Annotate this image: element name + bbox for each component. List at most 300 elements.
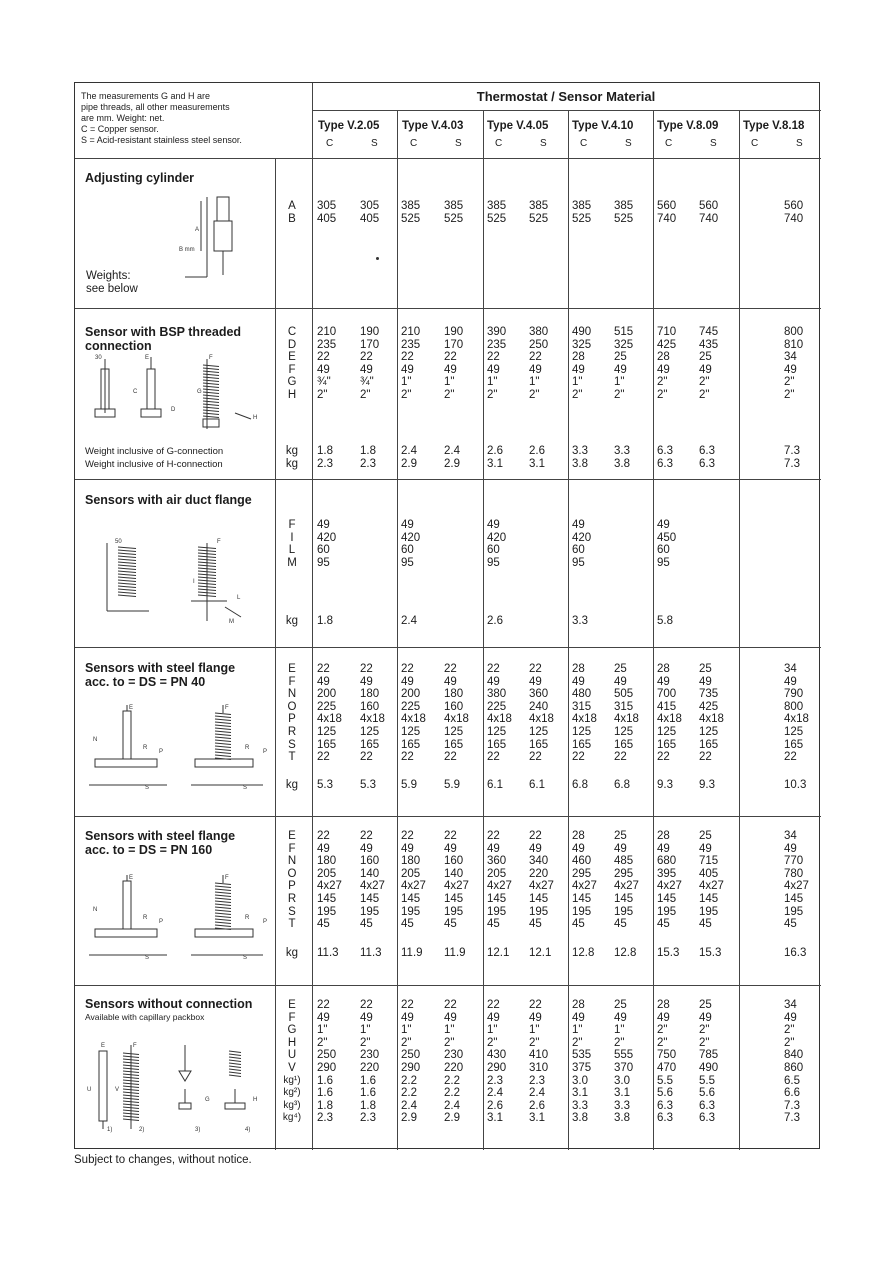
value-cell: 4x18 — [572, 713, 597, 726]
value-column — [487, 663, 512, 764]
value-column — [401, 663, 426, 764]
section-title-line: connection — [85, 339, 152, 353]
bsp-threaded-drawing — [85, 353, 275, 433]
value-cell: 145 — [572, 892, 592, 905]
value-cell: 470 — [657, 1061, 677, 1074]
value-cell: 525 — [614, 212, 634, 225]
footer-note: Subject to changes, without notice. — [74, 1154, 252, 1166]
value-cell: 4x18 — [360, 713, 385, 726]
value-cell: 205 — [487, 867, 507, 880]
dimension-letter: kg³) — [283, 1099, 301, 1111]
weight-cell: 5.3 — [360, 779, 376, 791]
dimension-letter: D — [287, 338, 297, 351]
diagram-label: 1) — [107, 1127, 113, 1133]
value-cell: 145 — [614, 892, 634, 905]
value-cell: 49 — [529, 363, 542, 376]
value-cell: 2" — [317, 1036, 328, 1049]
value-cell: 145 — [699, 892, 719, 905]
value-column — [784, 200, 803, 225]
value-cell: 45 — [487, 918, 500, 931]
diagram-label: V — [115, 1087, 120, 1093]
weight-column — [487, 445, 503, 470]
value-cell: 315 — [614, 700, 634, 713]
value-cell: 2" — [657, 388, 668, 401]
value-cell: 49 — [784, 842, 797, 855]
diagram-label: 3) — [195, 1127, 201, 1133]
value-cell: 28 — [657, 351, 670, 364]
diagram-label: F — [209, 355, 213, 361]
value-column — [360, 326, 379, 402]
value-cell: 4x18 — [401, 713, 426, 726]
value-cell: 160 — [360, 855, 380, 868]
dimension-letter: A — [288, 200, 296, 212]
value-cell: 3.1 — [572, 1087, 588, 1100]
value-cell: 2" — [657, 376, 668, 389]
value-cell: 385 — [444, 200, 464, 212]
value-cell: 2" — [784, 1036, 795, 1049]
value-cell: 4x27 — [614, 880, 639, 893]
value-cell: 195 — [317, 905, 337, 918]
value-column — [317, 999, 336, 1125]
value-cell: 195 — [784, 905, 804, 918]
copper-label: C — [665, 138, 673, 149]
value-cell: 1" — [487, 376, 498, 389]
dimension-letter: I — [290, 531, 294, 544]
air-duct-flange-drawing — [101, 537, 261, 627]
value-cell: 49 — [614, 1011, 627, 1024]
value-cell: 1" — [360, 1024, 371, 1037]
value-cell: 49 — [784, 1011, 797, 1024]
diagram-label: N — [93, 907, 98, 913]
value-column — [614, 999, 633, 1125]
section-title — [85, 171, 285, 185]
diagram-label: 2) — [139, 1127, 145, 1133]
value-cell: 195 — [699, 905, 719, 918]
value-cell: 28 — [572, 830, 585, 842]
value-cell: 140 — [444, 867, 464, 880]
value-cell: 125 — [657, 725, 677, 738]
value-cell: 4x27 — [784, 880, 809, 893]
value-cell: 25 — [699, 351, 712, 364]
weight-labels — [85, 445, 223, 471]
value-cell: 535 — [572, 1049, 592, 1062]
value-column — [317, 519, 336, 569]
weight-column — [444, 445, 460, 470]
value-cell: 60 — [572, 544, 585, 557]
value-cell: 430 — [487, 1049, 507, 1062]
weight-column — [487, 615, 503, 628]
value-cell: 2.2 — [444, 1074, 460, 1087]
type-header-type-v-2-05: Type V.2.05 — [318, 120, 380, 132]
value-cell: 305 — [317, 200, 337, 212]
value-cell: 125 — [572, 725, 592, 738]
value-column — [401, 999, 420, 1125]
value-cell: 4x18 — [699, 713, 724, 726]
value-cell: 160 — [444, 700, 464, 713]
value-cell: 4x27 — [360, 880, 385, 893]
value-cell: 780 — [784, 867, 804, 880]
value-cell: 740 — [699, 212, 719, 225]
value-cell: 49 — [360, 363, 373, 376]
value-cell: 160 — [360, 700, 380, 713]
value-cell: 2.9 — [444, 1112, 460, 1125]
value-cell: 230 — [444, 1049, 464, 1062]
value-cell: 145 — [487, 892, 507, 905]
value-cell: 2.3 — [487, 1074, 503, 1087]
diagram-label: R — [143, 745, 148, 751]
value-cell: 45 — [784, 918, 797, 931]
diagram-label: E — [145, 355, 150, 361]
value-cell: 2" — [657, 1024, 668, 1037]
value-cell: 460 — [572, 855, 592, 868]
value-cell: 34 — [784, 663, 797, 675]
value-cell: 125 — [487, 725, 507, 738]
copper-label: C — [326, 138, 334, 149]
value-cell: 22 — [444, 999, 457, 1011]
copper-label: C — [751, 138, 759, 149]
value-cell: 4x27 — [529, 880, 554, 893]
diagram-label: E — [129, 705, 134, 711]
value-cell: 60 — [401, 544, 414, 557]
dimension-letter: B — [288, 212, 296, 225]
kg-letters — [277, 445, 307, 470]
value-cell: 49 — [444, 842, 457, 855]
value-cell: 49 — [317, 519, 330, 531]
value-cell: 1.6 — [317, 1074, 333, 1087]
value-cell: 125 — [444, 725, 464, 738]
value-cell: 3.1 — [529, 1112, 545, 1125]
value-cell: 2.2 — [401, 1074, 417, 1087]
value-cell: 210 — [317, 326, 337, 338]
weight-column — [444, 947, 466, 960]
value-cell: 405 — [699, 867, 719, 880]
value-cell: 165 — [699, 738, 719, 751]
dimension-letter: P — [288, 713, 296, 726]
dimension-letter: G — [287, 376, 297, 389]
value-cell: 49 — [529, 1011, 542, 1024]
value-cell: 145 — [317, 892, 337, 905]
value-cell: 22 — [572, 751, 585, 764]
value-cell: 22 — [444, 663, 457, 675]
value-cell: 4x27 — [699, 880, 724, 893]
value-cell: 385 — [572, 200, 592, 212]
value-cell: 735 — [699, 688, 719, 701]
weight-cell: 3.3 — [572, 445, 588, 457]
section-title — [85, 997, 285, 1011]
value-cell: 1" — [614, 376, 625, 389]
dimension-letter: T — [288, 918, 296, 931]
value-cell: 3.0 — [614, 1074, 630, 1087]
value-cell: 49 — [657, 842, 670, 855]
value-cell: 125 — [784, 725, 804, 738]
weight-cell: 2.4 — [444, 445, 460, 457]
value-cell: 22 — [317, 751, 330, 764]
value-cell: 385 — [401, 200, 421, 212]
type-header-type-v-8-09: Type V.8.09 — [657, 120, 719, 132]
kg-letters — [277, 615, 307, 628]
value-cell: 22 — [317, 830, 330, 842]
value-cell: 45 — [360, 918, 373, 931]
value-cell: 360 — [487, 855, 507, 868]
value-cell: 525 — [487, 212, 507, 225]
value-cell: 22 — [401, 830, 414, 842]
weight-cell: 6.8 — [614, 779, 630, 791]
diagram-label: H — [253, 415, 258, 421]
value-cell: 49 — [784, 675, 797, 688]
value-cell: 2.4 — [444, 1099, 460, 1112]
value-cell: 28 — [657, 999, 670, 1011]
diagram-label: S — [243, 785, 248, 791]
value-cell: 7.3 — [784, 1112, 800, 1125]
value-cell: 420 — [401, 531, 421, 544]
kg-letter: kg — [285, 445, 299, 457]
value-cell: 840 — [784, 1049, 804, 1062]
value-cell: 1" — [444, 376, 455, 389]
value-cell: 165 — [401, 738, 421, 751]
dimension-letter: F — [288, 519, 296, 531]
value-cell: 210 — [401, 326, 421, 338]
value-cell: 22 — [699, 751, 712, 764]
value-cell: 3.1 — [487, 1112, 503, 1125]
weight-column — [784, 947, 806, 960]
value-cell: 4x27 — [317, 880, 342, 893]
value-cell: 2" — [360, 1036, 371, 1049]
value-column — [529, 663, 554, 764]
value-cell: 195 — [657, 905, 677, 918]
value-cell: 250 — [529, 338, 549, 351]
value-column — [317, 326, 336, 402]
column-divider — [397, 110, 398, 1150]
value-cell: 1" — [401, 376, 412, 389]
value-cell: 25 — [699, 830, 712, 842]
value-column — [487, 999, 506, 1125]
weight-cell: 1.8 — [360, 445, 376, 457]
value-cell: 45 — [444, 918, 457, 931]
weight-cell: 5.9 — [401, 779, 417, 791]
type-header-type-v-8-18: Type V.8.18 — [743, 120, 805, 132]
section-title — [85, 661, 285, 689]
value-cell: 325 — [572, 338, 592, 351]
value-cell: 60 — [487, 544, 500, 557]
weight-cell: 2.4 — [401, 445, 417, 457]
value-cell: 380 — [487, 688, 507, 701]
value-column — [529, 326, 548, 402]
weight-column — [657, 947, 679, 960]
value-cell: 2" — [699, 388, 710, 401]
value-column — [699, 326, 718, 402]
measurement-note — [81, 91, 313, 146]
value-cell: 860 — [784, 1061, 804, 1074]
weight-column — [360, 445, 376, 470]
value-cell: 4x27 — [487, 880, 512, 893]
value-cell: 715 — [699, 855, 719, 868]
weight-column — [487, 779, 503, 792]
weight-cell: 10.3 — [784, 779, 807, 791]
weight-cell: 2.3 — [317, 457, 333, 470]
dimension-letter: S — [288, 905, 296, 918]
value-column — [360, 200, 379, 225]
weight-column — [401, 615, 417, 628]
weight-cell: 9.3 — [657, 779, 673, 791]
value-cell: 145 — [784, 892, 804, 905]
dimension-letter: L — [288, 544, 296, 557]
value-cell: 3.8 — [572, 1112, 588, 1125]
value-cell: 25 — [699, 663, 712, 675]
value-cell: 60 — [657, 544, 670, 557]
value-cell: 165 — [360, 738, 380, 751]
weight-column — [444, 779, 460, 792]
value-cell: 49 — [401, 842, 414, 855]
value-cell: 195 — [401, 905, 421, 918]
weight-cell: 2.6 — [529, 445, 545, 457]
value-cell: 800 — [784, 326, 804, 338]
value-cell: 490 — [572, 326, 592, 338]
value-column — [614, 200, 633, 225]
value-cell: 2" — [784, 1024, 795, 1037]
value-cell: 22 — [444, 751, 457, 764]
weight-cell: 11.9 — [401, 947, 423, 959]
value-cell: 22 — [401, 351, 414, 364]
dimension-letter: G — [287, 1024, 297, 1037]
value-cell: 2" — [487, 1036, 498, 1049]
value-column — [401, 200, 420, 225]
value-cell: 49 — [614, 842, 627, 855]
weight-column — [572, 947, 594, 960]
diagram-label: P — [159, 749, 164, 755]
diagram-label: L — [237, 595, 241, 601]
value-cell: 2" — [572, 388, 583, 401]
weight-column — [784, 445, 800, 470]
value-cell: 2" — [614, 1036, 625, 1049]
value-cell: 28 — [657, 830, 670, 842]
value-cell: 2" — [529, 388, 540, 401]
value-column — [444, 999, 463, 1125]
dimension-letter: F — [288, 842, 296, 855]
diagram-label: N — [93, 737, 98, 743]
value-column — [657, 326, 676, 402]
weight-cell: 12.1 — [487, 947, 510, 959]
value-cell: 4x18 — [444, 713, 469, 726]
value-cell: 385 — [614, 200, 634, 212]
value-cell: 4x27 — [657, 880, 682, 893]
value-cell: 790 — [784, 688, 804, 701]
value-cell: 4x27 — [572, 880, 597, 893]
value-cell: 410 — [529, 1049, 549, 1062]
section-divider — [75, 479, 821, 480]
value-cell: 5.5 — [657, 1074, 673, 1087]
weight-column — [614, 947, 636, 960]
weight-cell: 9.3 — [699, 779, 715, 791]
weight-cell: 11.9 — [444, 947, 466, 959]
value-cell: 425 — [699, 700, 719, 713]
weight-column — [614, 779, 630, 792]
value-cell: 2" — [360, 388, 371, 401]
value-cell: 25 — [614, 999, 627, 1011]
value-cell: 6.3 — [657, 1112, 673, 1125]
weight-column — [572, 779, 588, 792]
value-cell: 1.6 — [360, 1074, 376, 1087]
value-cell: 5.6 — [657, 1087, 673, 1100]
section-title-line: Sensors with steel flange — [85, 829, 236, 843]
value-cell: 235 — [401, 338, 421, 351]
section-subtitle: Available with capillary packbox — [85, 1012, 205, 1022]
pn160-flange-drawing — [87, 871, 277, 961]
value-cell: 28 — [572, 999, 585, 1011]
weight-column — [401, 779, 417, 792]
value-column — [444, 200, 463, 225]
value-cell: 450 — [657, 531, 677, 544]
value-cell: 405 — [360, 212, 380, 225]
dimension-letter: N — [287, 688, 297, 701]
value-cell: 49 — [657, 519, 670, 531]
diagram-label: H — [253, 1097, 258, 1103]
value-cell: 2" — [444, 388, 455, 401]
value-cell: ¾" — [317, 376, 331, 389]
value-cell: 22 — [401, 751, 414, 764]
value-cell: 49 — [444, 363, 457, 376]
diagram-label: U — [87, 1087, 92, 1093]
value-column — [614, 663, 639, 764]
value-cell: 310 — [529, 1061, 549, 1074]
value-cell: 25 — [614, 351, 627, 364]
value-cell: 295 — [614, 867, 634, 880]
value-column — [657, 200, 676, 225]
weight-column — [699, 779, 715, 792]
pn40-flange-drawing — [87, 701, 277, 791]
section-title — [85, 325, 285, 353]
value-cell: 395 — [657, 867, 677, 880]
dimension-letter: C — [287, 326, 297, 338]
value-cell: 370 — [614, 1061, 634, 1074]
value-cell: 180 — [401, 855, 421, 868]
value-cell: 49 — [572, 1011, 585, 1024]
steel-label: S — [625, 138, 632, 149]
value-column — [401, 830, 426, 931]
value-cell: 22 — [529, 751, 542, 764]
weight-cell: 15.3 — [699, 947, 722, 959]
weight-column — [401, 445, 417, 470]
dimension-letter: F — [288, 675, 296, 688]
value-cell: 170 — [444, 338, 464, 351]
note-line: pipe threads, all other measurements — [81, 102, 230, 112]
section-title-line: Sensors with air duct flange — [85, 493, 252, 507]
value-column — [529, 830, 554, 931]
value-column — [657, 519, 676, 569]
value-column — [657, 830, 682, 931]
value-column — [784, 663, 809, 764]
section-title-line: acc. to = DS = PN 40 — [85, 675, 206, 689]
weights-note-line: Weights: — [86, 270, 131, 282]
dimension-letter: T — [288, 751, 296, 764]
value-cell: 22 — [317, 663, 330, 675]
value-cell: 225 — [401, 700, 421, 713]
weight-column — [529, 445, 545, 470]
diagram-label: E — [101, 1043, 106, 1049]
dimension-letters — [277, 326, 307, 402]
value-cell: 785 — [699, 1049, 719, 1062]
value-cell: 515 — [614, 326, 634, 338]
value-cell: 290 — [401, 1061, 421, 1074]
diagram-label: P — [159, 919, 164, 925]
value-cell: 22 — [529, 830, 542, 842]
value-column — [360, 663, 385, 764]
value-cell: 49 — [317, 842, 330, 855]
value-cell: 2" — [401, 1036, 412, 1049]
weight-cell: 2.3 — [360, 457, 376, 470]
value-cell: 6.3 — [657, 1099, 673, 1112]
value-cell: 1.6 — [317, 1087, 333, 1100]
diagram-label: D — [171, 407, 176, 413]
